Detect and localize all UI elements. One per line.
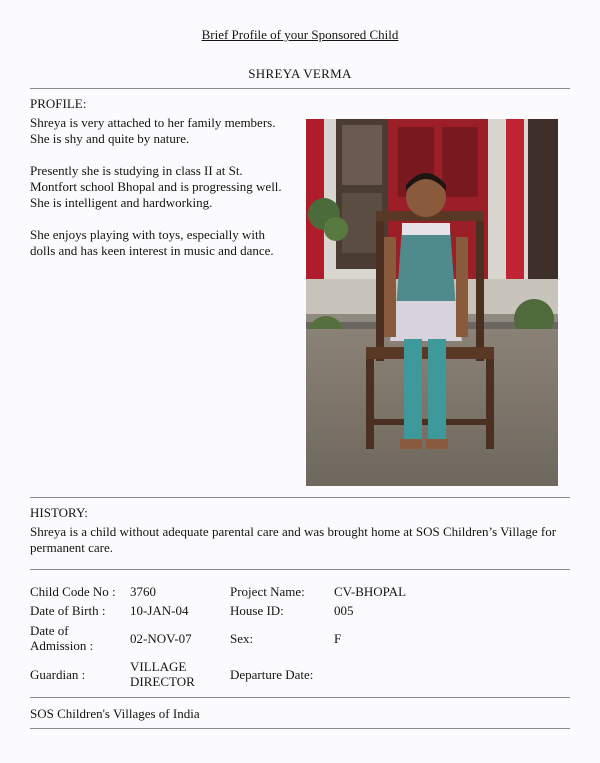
child-name: SHREYA VERMA (248, 66, 352, 81)
house-id-value: 005 (334, 603, 354, 618)
departure-date-value (334, 656, 570, 692)
history-label: HISTORY: (30, 505, 88, 520)
divider (30, 497, 570, 498)
guardian-value-line1: VILLAGE (130, 659, 187, 674)
profile-paragraph: Shreya is very attached to her family members. She is shy and quite by nature. (30, 115, 276, 146)
admission-label (30, 620, 130, 656)
divider (30, 728, 570, 729)
admission-label-line2: Admission : (30, 638, 94, 653)
sex-label: Sex: (230, 630, 254, 646)
child-code-value: 3760 (130, 584, 156, 599)
document-title: Brief Profile of your Sponsored Child (201, 27, 399, 42)
profile-text (30, 115, 292, 275)
table-row (30, 656, 570, 692)
profile-paragraph: Presently she is studying in class II at St. Montfort school Bhopal and is progressing well. She is intelligent and hardworking. (30, 163, 282, 210)
project-name-value: CV-BHOPAL (334, 584, 407, 599)
profile-paragraph: She enjoys playing with toys, especially with dolls and has keen interest in music and dance. (30, 227, 274, 258)
history-text: Shreya is a child without adequate parental care and was brought home at SOS Children’s Village for permanent care. (30, 524, 557, 555)
table-row (30, 601, 570, 620)
dob-value: 10-JAN-04 (130, 603, 189, 618)
child-photo (306, 119, 558, 486)
admission-label-line1: Date of (30, 623, 69, 638)
table-row (30, 620, 570, 656)
guardian-value (130, 656, 230, 692)
guardian-value-line2: DIRECTOR (130, 674, 195, 689)
sex-value: F (334, 630, 342, 646)
child-photo-illustration (306, 119, 558, 486)
divider (30, 88, 570, 89)
profile-label: PROFILE: (30, 96, 87, 111)
organization-name: SOS Children's Villages of India (30, 706, 200, 721)
admission-date-value: 02-NOV-07 (130, 630, 192, 646)
table-row (30, 582, 570, 601)
guardian-label: Guardian : (30, 666, 86, 682)
child-code-label: Child Code No : (30, 584, 116, 599)
divider (30, 569, 570, 570)
child-details-table (30, 582, 570, 692)
departure-date-label: Departure Date: (230, 666, 314, 682)
project-name-label: Project Name: (230, 584, 305, 599)
dob-label: Date of Birth : (30, 603, 106, 618)
divider (30, 697, 570, 698)
house-id-label: House ID: (230, 603, 284, 618)
